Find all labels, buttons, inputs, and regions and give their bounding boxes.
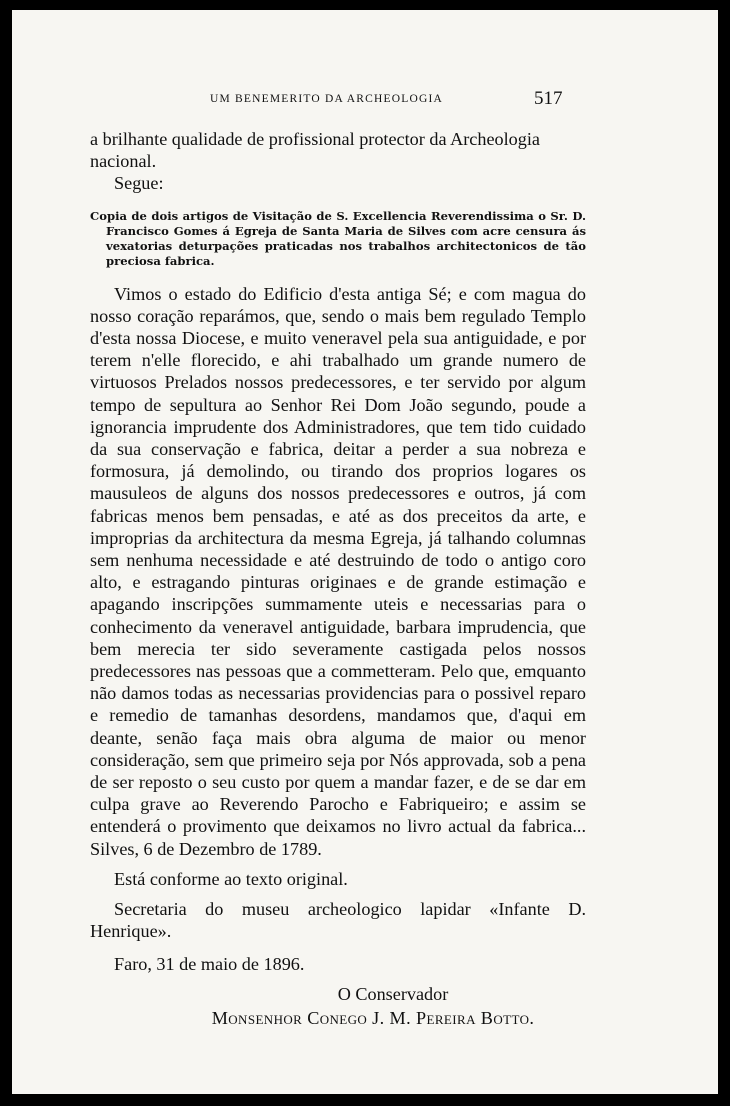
signature-role: O Conservador — [337, 983, 449, 1004]
conformity-note: Está conforme ao texto original. — [114, 868, 348, 889]
intro-line-2: nacional. — [90, 151, 157, 172]
page-header — [12, 88, 718, 112]
date-line: Faro, 31 de maio de 1896. — [114, 953, 305, 974]
signature-name: Monsenhor Conego J. M. Pereira Botto. — [211, 1007, 535, 1028]
book-page — [12, 10, 718, 1094]
running-title: UM BENEMERITO DA ARCHEOLOGIA — [210, 93, 444, 105]
page-number: 517 — [534, 88, 563, 109]
page-body — [90, 128, 586, 1029]
intro-line: a brilhante qualidade de profissional protector da Archeologia — [90, 129, 540, 149]
visitation-quote: Vimos o estado do Edificio d'esta antiga Sé; e com magua do nosso coração reparámos, que, sendo o mais bem regulado Templo d'esta nossa Diocese, e muito veneravel pela sua antiguidade, e por terem n'elle florecido, e ahi trabalhado um grande numero de virtuosos Prelados nossos predecessores, e ter servido por algum tempo de sepultura ao Senhor Rei Dom João segundo, poude a ignorancia imprudente dos Administradores, que tem tido cuidado da sua conservação e fabrica, deitar a perder a sua nobreza e formosura, já demolindo, ou tirando dos proprios logares os mausuleos de alguns dos nossos predecessores e outros, já com fabricas menos bem pensadas, e até as dos preceitos da arte, e improprias da architectura da mesma Egreja, já talhando columnas sem nenhuma necessidade e até destruindo de todo o antigo coro alto, e estragando pinturas originaes e de grande estimação e apagando inscripções summamente uteis e necessarias para o conhecimento da veneravel antiguidade, barbara imprudencia, que bem merecia ter sido severamente castigada pelos nossos predecessores nas pessoas que a commetteram. Pelo que, emquanto não damos todas as necessarias providencias para o possivel reparo e remedio de tamanhas desordens, mandamos que, d'aqui em deante, senão faça mais obra alguma de maior ou menor consideração, sem que primeiro seja por Nós approvada, sob a pena de ser reposto o seu custo por quem a mandar fazer, e de se dar em culpa grave ao Reverendo Parocho e Fabriqueiro; e assim se entenderá o provimento que deixamos no livro actual da fabrica... Silves, 6 de Dezembro de 1789. — [90, 283, 586, 859]
document-heading: Copia de dois artigos de Visitação de S. Excellencia Reverendissima o Sr. D. Francisco Gomes á Egreja de Santa Maria de Silves com acre censura ás vexatorias deturpações praticadas nos trabalhos architectonicos de tão preciosa fabrica. — [90, 208, 586, 268]
segue-label: Segue: — [114, 173, 164, 194]
secretaria-note: Secretaria do museu archeologico lapidar «Infante D. Henrique». — [90, 899, 586, 942]
